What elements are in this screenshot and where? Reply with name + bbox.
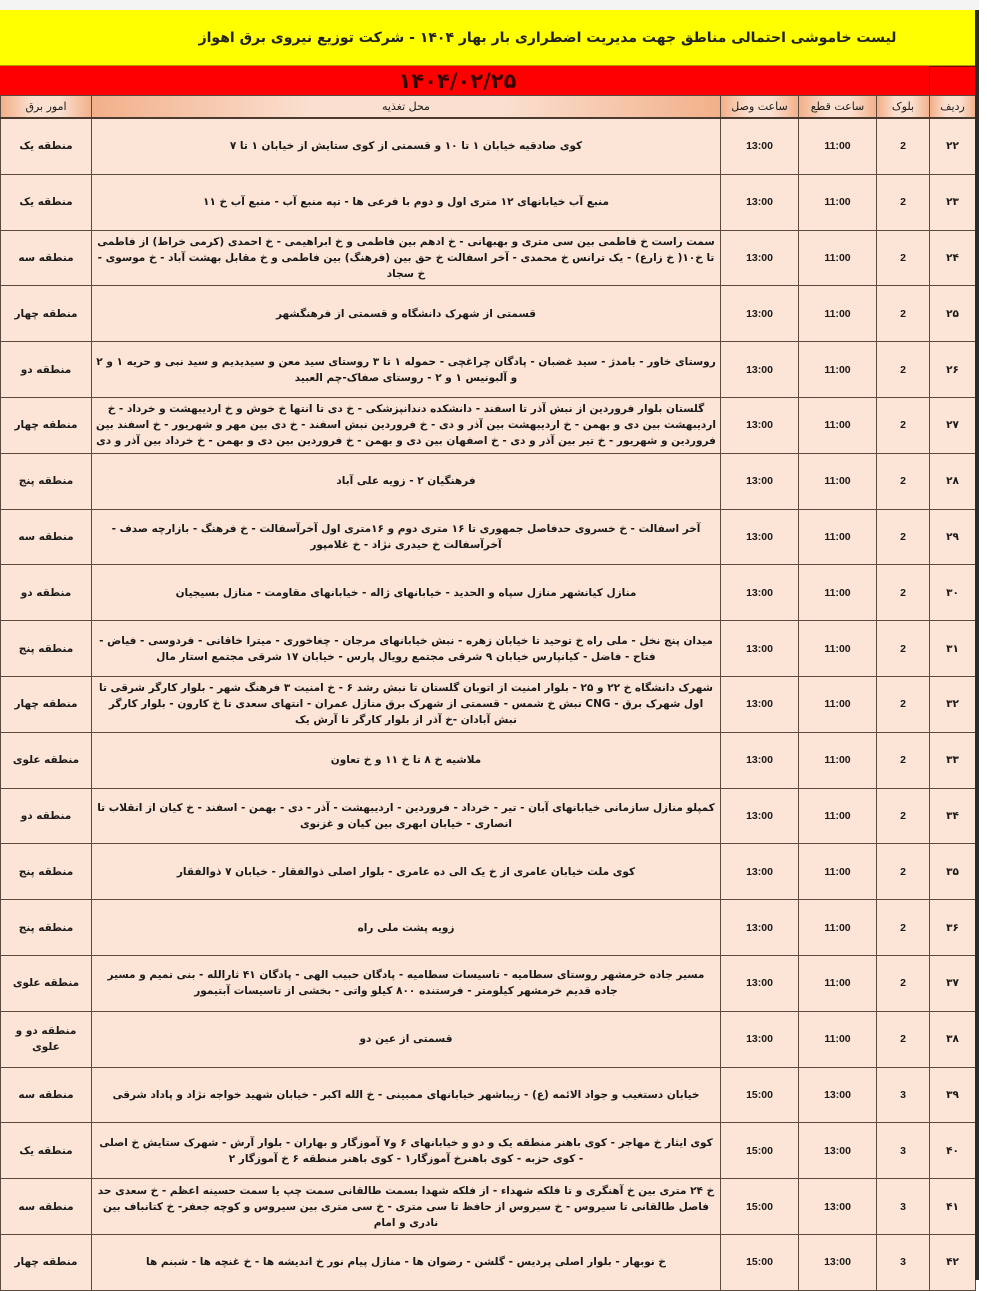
table-row [1,621,976,677]
area-cell[interactable]: منطقه چهار [1,676,92,732]
table-row [1,1067,976,1123]
connect-time-cell[interactable]: 13:00 [721,844,799,900]
connect-time-cell[interactable]: 13:00 [721,230,799,286]
cut-time-cell[interactable]: 13:00 [799,1067,877,1123]
connect-time-cell[interactable]: 13:00 [721,900,799,956]
cut-time-cell[interactable]: 13:00 [799,1179,877,1235]
cut-time-cell[interactable]: 11:00 [799,453,877,509]
header-area: امور برق [1,96,92,119]
table-row [1,676,976,732]
block-cell[interactable]: 2 [877,900,930,956]
block-cell[interactable]: 2 [877,788,930,844]
table-row [1,397,976,453]
cut-time-cell[interactable]: 13:00 [799,1234,877,1290]
table-row [1,286,976,342]
block-cell[interactable]: 3 [877,1067,930,1123]
date-band [0,66,975,95]
area-cell[interactable]: منطقه سه [1,1067,92,1123]
row-number-cell[interactable]: ۳۶ [930,900,976,956]
connect-time-cell[interactable]: 13:00 [721,1011,799,1067]
connect-time-cell[interactable]: 15:00 [721,1234,799,1290]
header-connect-time: ساعت وصل [721,96,799,119]
row-number-cell[interactable]: ۳۱ [930,621,976,677]
connect-time-cell[interactable]: 13:00 [721,788,799,844]
location-cell[interactable]: میدان پنج نخل - ملی راه خ توحید تا خیابان زهره - نبش خیابانهای مرجان - چغاخوری - میترا خاقانی - فردوسی - فیاض - فتاح - فاضل - کیانپارس خیابان ۹ شرقی مجتمع رویال پارس - خیابان ۱۷ شرقی مجتمع استار مال [92,621,721,677]
location-cell[interactable]: ملاشیه خ ۸ تا خ ۱۱ و خ تعاون [92,732,721,788]
area-cell[interactable]: منطقه چهار [1,1234,92,1290]
area-cell[interactable]: منطقه یک [1,1123,92,1179]
connect-time-cell[interactable]: 13:00 [721,397,799,453]
cut-time-cell[interactable]: 13:00 [799,1123,877,1179]
cut-time-cell[interactable]: 11:00 [799,732,877,788]
row-number-cell[interactable]: ۳۲ [930,676,976,732]
right-margin [979,0,987,1280]
cut-time-cell[interactable]: 11:00 [799,286,877,342]
area-cell[interactable]: منطقه علوی [1,732,92,788]
block-cell[interactable]: 2 [877,174,930,230]
cut-time-cell[interactable]: 11:00 [799,788,877,844]
cut-time-cell[interactable]: 11:00 [799,397,877,453]
location-cell[interactable]: کوی ایثار خ مهاجر - کوی باهنر منطقه یک و دو و خیابانهای ۶ و۷ آموزگار و بهاران - بلوار آرش - شهرک ستایش خ اصلی - کوی حزبه - کوی باهنرخ آموزگار۱ - کوی باهنر منطقه ۶ خ آموزگار ۲ [92,1123,721,1179]
block-cell[interactable]: 2 [877,509,930,565]
outage-schedule-table [0,95,976,1291]
row-number-cell[interactable]: ۲۹ [930,509,976,565]
row-number-cell[interactable]: ۳۰ [930,565,976,621]
location-cell[interactable]: قسمتی از شهرک دانشگاه و قسمتی از فرهنگشهر [92,286,721,342]
connect-time-cell[interactable]: 13:00 [721,342,799,398]
table-row [1,844,976,900]
header-row-no: ردیف [930,96,976,119]
spreadsheet-sheet [0,10,975,1280]
cut-time-cell[interactable]: 11:00 [799,230,877,286]
area-cell[interactable]: منطقه علوی [1,955,92,1011]
table-row [1,565,976,621]
connect-time-cell[interactable]: 13:00 [721,174,799,230]
location-cell[interactable]: سمت راست خ فاطمی بین سی متری و بهبهانی - خ ادهم بین فاطمی و خ ابراهیمی - خ احمدی (کرمی خراط) از فاطمی تا خ۱۰( خ زارع) - یک ترانس خ محمدی - آخر اسفالت خ حق بین (فرهنگ) بین فاطمی و خ مقابل بهشت آباد - خ موسوی - خ سجاد [92,230,721,286]
row-number-cell[interactable]: ۳۸ [930,1011,976,1067]
connect-time-cell[interactable]: 15:00 [721,1067,799,1123]
row-number-cell[interactable]: ۳۴ [930,788,976,844]
block-cell[interactable]: 2 [877,676,930,732]
row-number-cell[interactable]: ۴۱ [930,1179,976,1235]
connect-time-cell[interactable]: 13:00 [721,955,799,1011]
area-cell[interactable]: منطقه سه [1,509,92,565]
area-cell[interactable]: منطقه یک [1,174,92,230]
area-cell[interactable]: منطقه سه [1,230,92,286]
block-cell[interactable]: 2 [877,342,930,398]
block-cell[interactable]: 3 [877,1179,930,1235]
area-cell[interactable]: منطقه چهار [1,397,92,453]
cut-time-cell[interactable]: 11:00 [799,1011,877,1067]
cut-time-cell[interactable]: 11:00 [799,955,877,1011]
row-number-cell[interactable]: ۴۰ [930,1123,976,1179]
cut-time-cell[interactable]: 11:00 [799,342,877,398]
cut-time-cell[interactable]: 11:00 [799,676,877,732]
cut-time-cell[interactable]: 11:00 [799,621,877,677]
connect-time-cell[interactable]: 13:00 [721,621,799,677]
row-number-cell[interactable]: ۲۵ [930,286,976,342]
cut-time-cell[interactable]: 11:00 [799,118,877,174]
location-cell[interactable]: کوی صادقیه خیابان ۱ تا ۱۰ و قسمتی از کوی ستایش از خیابان ۱ تا ۷ [92,118,721,174]
table-row [1,342,976,398]
row-number-cell[interactable]: ۳۵ [930,844,976,900]
connect-time-cell[interactable]: 13:00 [721,118,799,174]
location-cell[interactable]: قسمتی از عین دو [92,1011,721,1067]
location-cell[interactable]: خیابان دستغیب و جواد الائمه (ع) - زیباشهر خیابانهای ممبینی - خ الله اکبر - خیابان شهید خواجه نژاد و پاداد شرقی [92,1067,721,1123]
location-cell[interactable]: زویه پشت ملی راه [92,900,721,956]
table-row [1,453,976,509]
table-row [1,900,976,956]
block-cell[interactable]: 2 [877,621,930,677]
row-number-cell[interactable]: ۲۷ [930,397,976,453]
location-cell[interactable]: فرهنگیان ۲ - زویه علی آباد [92,453,721,509]
location-cell[interactable]: آخر اسفالت - خ خسروی حدفاصل جمهوری تا ۱۶ متری دوم و ۱۶متری اول آخرآسفالت - خ فرهنگ - بازارچه صدف - آخرآسفالت خ حیدری نژاد - خ غلامپور [92,509,721,565]
cut-time-cell[interactable]: 11:00 [799,174,877,230]
top-margin [0,0,987,10]
connect-time-cell[interactable]: 13:00 [721,565,799,621]
block-cell[interactable]: 2 [877,565,930,621]
connect-time-cell[interactable]: 13:00 [721,509,799,565]
cut-time-cell[interactable]: 11:00 [799,509,877,565]
block-cell[interactable]: 2 [877,844,930,900]
table-row [1,118,976,174]
area-cell[interactable]: منطقه چهار [1,286,92,342]
area-cell[interactable]: منطقه پنج [1,621,92,677]
connect-time-cell[interactable]: 15:00 [721,1179,799,1235]
connect-time-cell[interactable]: 13:00 [721,453,799,509]
header-block: بلوک [877,96,930,119]
row-number-cell[interactable]: ۲۸ [930,453,976,509]
row-number-cell[interactable]: ۲۴ [930,230,976,286]
connect-time-cell[interactable]: 13:00 [721,732,799,788]
date-corner-cell [929,66,975,95]
location-cell[interactable]: گلستان بلوار فروردین از نبش آذر تا اسفند - دانشکده دندانپزشکی - خ دی تا انتها خ خوش و خ اردیبهشت و خرداد - خ اردیبهشت بین دی و بهمن - خ اردیبهشت بین آذر و دی - خ فروردین نبش اسفند - خ دی بین مهر و شهریور - خ اسفند بین فروردین و شهریور - خ تیر بین آذر و دی - خ اصفهان بین دی و بهمن - خ فروردین بین دی و بهمن - خ خرداد بین آذر و دی [92,397,721,453]
connect-time-cell[interactable]: 13:00 [721,286,799,342]
area-cell[interactable]: منطقه پنج [1,453,92,509]
row-number-cell[interactable]: ۲۳ [930,174,976,230]
row-number-cell[interactable]: ۲۶ [930,342,976,398]
page-title: لیست خاموشی احتمالی مناطق جهت مدیریت اضطراری بار بهار ۱۴۰۴ - شرکت توزیع نیروی برق اهواز [198,29,897,46]
table-row [1,1123,976,1179]
row-number-cell[interactable]: ۳۷ [930,955,976,1011]
table-row [1,732,976,788]
cut-time-cell[interactable]: 11:00 [799,565,877,621]
area-cell[interactable]: منطقه دو و علوی [1,1011,92,1067]
row-number-cell[interactable]: ۳۳ [930,732,976,788]
schedule-date: ۱۴۰۴/۰۲/۲۵ [398,68,517,93]
block-cell[interactable]: 2 [877,732,930,788]
area-cell[interactable]: منطقه دو [1,565,92,621]
location-cell[interactable]: روستای خاور - بامدژ - سید غضبان - پادگان چراغچی - حموله ۱ تا ۳ روستای سید معن و سیدیدیم و سید نبی و حریه ۱ و ۲ و آلبونیس ۱ و ۲ - روستای صفاک-چم العبید [92,342,721,398]
location-cell[interactable]: مسیر جاده خرمشهر روستای سطامیه - تاسیسات سطامیه - پادگان حبیب الهی - پادگان ۴۱ ثارالله - بنی تمیم و مسیر جاده قدیم خرمشهر کیلومتر - فرستنده ۸۰۰ کیلو واتی - بخشی از تاسیسات آبتیمور [92,955,721,1011]
block-cell[interactable]: 2 [877,1011,930,1067]
location-cell[interactable]: منازل کیانشهر منازل سپاه و الحدید - خیابانهای ژاله - خیابانهای مقاومت - منازل بسیجیان [92,565,721,621]
table-row [1,1179,976,1235]
area-cell[interactable]: منطقه دو [1,788,92,844]
block-cell[interactable]: 2 [877,397,930,453]
area-cell[interactable]: منطقه یک [1,118,92,174]
table-row [1,955,976,1011]
location-cell[interactable]: خ نوبهار - بلوار اصلی پردیس - گلشن - رضوان ها - منازل پیام نور خ اندیشه ها - خ غنچه ها - شبنم ها [92,1234,721,1290]
block-cell[interactable]: 2 [877,230,930,286]
table-row [1,174,976,230]
table-header-row [1,96,976,119]
table-row [1,1011,976,1067]
table-row [1,788,976,844]
area-cell[interactable]: منطقه پنج [1,844,92,900]
table-row [1,1234,976,1290]
cut-time-cell[interactable]: 11:00 [799,844,877,900]
header-cut-time: ساعت قطع [799,96,877,119]
location-cell[interactable]: کمپلو منازل سازمانی خیابانهای آبان - تیر - خرداد - فروردین - اردیبهشت - آذر - دی - بهمن - اسفند - خ کیان از انقلاب تا انصاری - خیابان ابهری بین کیان و غزنوی [92,788,721,844]
block-cell[interactable]: 2 [877,118,930,174]
block-cell[interactable]: 2 [877,286,930,342]
connect-time-cell[interactable]: 15:00 [721,1123,799,1179]
area-cell[interactable]: منطقه دو [1,342,92,398]
cut-time-cell[interactable]: 11:00 [799,900,877,956]
table-row [1,509,976,565]
area-cell[interactable]: منطقه پنج [1,900,92,956]
table-row [1,230,976,286]
block-cell[interactable]: 3 [877,1123,930,1179]
connect-time-cell[interactable]: 13:00 [721,676,799,732]
location-cell[interactable]: خ ۲۴ متری بین خ آهنگری و تا فلکه شهداء - از فلکه شهدا بسمت طالقانی سمت چپ یا سمت حسینه اعظم - خ سعدی حد فاصل طالقانی تا سیروس - خ سیروس از حافظ تا سی متری - خ سی متری بین سیروس و کوچه جعفر- خ کتانباف بین نادری و امام [92,1179,721,1235]
block-cell[interactable]: 2 [877,955,930,1011]
location-cell[interactable]: کوی ملت خیابان عامری از خ یک الی ده عامری - بلوار اصلی ذوالفقار - خیابان ۷ ذوالفقار [92,844,721,900]
block-cell[interactable]: 2 [877,453,930,509]
row-number-cell[interactable]: ۴۲ [930,1234,976,1290]
location-cell[interactable]: شهرک دانشگاه خ ۲۲ و ۲۵ - بلوار امنیت از اتوبان گلستان تا نبش رشد ۶ - خ امنیت ۳ فرهنگ شهر - بلوار کارگر شرقی تا اول شهرک برق - CNG نبش خ شمس - قسمتی از شهرک برق منازل عمران - انتهای سعدی تا خ کارون - بلوار کارگر نبش آبادان -خ آذر از بلوار کارگر تا آرش یک [92,676,721,732]
header-location: محل تغذیه [92,96,721,119]
block-cell[interactable]: 3 [877,1234,930,1290]
location-cell[interactable]: منبع آب خیابانهای ۱۲ متری اول و دوم با فرعی ها - تپه منبع آب - منبع آب خ ۱۱ [92,174,721,230]
area-cell[interactable]: منطقه سه [1,1179,92,1235]
title-band [0,10,975,66]
row-number-cell[interactable]: ۳۹ [930,1067,976,1123]
row-number-cell[interactable]: ۲۲ [930,118,976,174]
